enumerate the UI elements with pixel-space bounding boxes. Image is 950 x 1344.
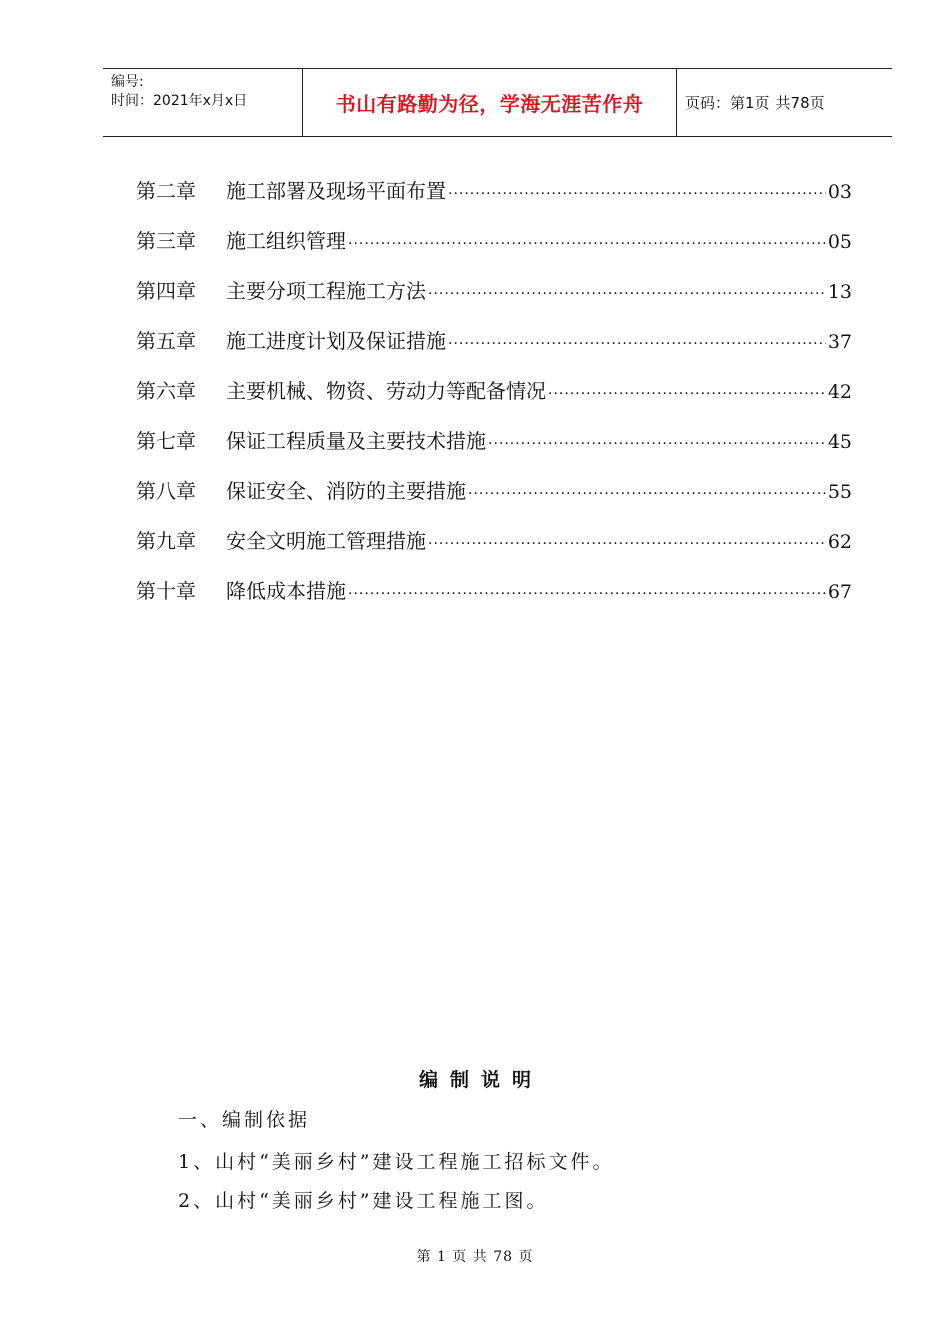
basis-item-1: 1、山村“美丽乡村”建设工程施工招标文件。 — [178, 1151, 615, 1173]
time-label: 时间：2021年x月x日 — [111, 93, 248, 109]
toc-leader-dots — [428, 286, 826, 302]
toc-entry[interactable] — [136, 225, 852, 275]
toc-leader-dots — [548, 386, 826, 402]
header-motto: 书山有路勤为径，学海无涯苦作舟 — [303, 69, 677, 136]
page-footer: 第 1 页 共 78 页 — [416, 1249, 534, 1265]
total-pages-label: 共78页 — [775, 94, 825, 112]
toc-chapter: 第九章 — [136, 529, 196, 553]
code-label: 编号: — [111, 74, 144, 90]
toc-entry[interactable] — [136, 425, 852, 475]
section-heading-basis: 一、编制依据 — [178, 1109, 311, 1131]
toc-chapter: 第七章 — [136, 429, 196, 453]
toc-page-number: 42 — [827, 381, 852, 403]
toc-title: 安全文明施工管理措施 — [226, 529, 426, 553]
toc-chapter: 第十章 — [136, 579, 196, 603]
toc-page-number: 45 — [827, 431, 852, 453]
toc-page-number: 13 — [827, 281, 852, 303]
toc-chapter: 第三章 — [136, 229, 196, 253]
toc-page-number: 62 — [827, 531, 852, 553]
toc-page-number: 05 — [827, 231, 852, 253]
toc-page-number: 03 — [827, 181, 852, 203]
toc-chapter: 第五章 — [136, 329, 196, 353]
header-page-info — [677, 69, 892, 136]
toc-chapter: 第六章 — [136, 379, 196, 403]
toc-entry[interactable] — [136, 325, 852, 375]
toc-title: 主要机械、物资、劳动力等配备情况 — [226, 379, 546, 403]
toc-leader-dots — [428, 536, 826, 552]
toc-title: 施工进度计划及保证措施 — [226, 329, 446, 353]
toc-entry[interactable] — [136, 175, 852, 225]
toc-entry[interactable] — [136, 275, 852, 325]
page-header — [103, 68, 892, 137]
toc-leader-dots — [448, 336, 826, 352]
header-meta — [103, 69, 303, 136]
toc-entry[interactable] — [136, 575, 852, 625]
section-title: 编制说明 — [418, 1069, 543, 1091]
toc-entry[interactable] — [136, 475, 852, 525]
toc-leader-dots — [468, 486, 826, 502]
toc-title: 施工部署及现场平面布置 — [226, 179, 446, 203]
toc-title: 保证安全、消防的主要措施 — [226, 479, 466, 503]
page-number-label: 页码：第1页 — [685, 94, 770, 112]
toc-entry[interactable] — [136, 525, 852, 575]
toc-entry[interactable] — [136, 375, 852, 425]
toc-chapter: 第二章 — [136, 179, 196, 203]
toc-leader-dots — [348, 236, 826, 252]
toc-chapter: 第四章 — [136, 279, 196, 303]
toc-leader-dots — [448, 186, 826, 202]
toc-leader-dots — [348, 586, 826, 602]
toc-leader-dots — [488, 436, 826, 452]
toc-title: 保证工程质量及主要技术措施 — [226, 429, 486, 453]
toc-title: 降低成本措施 — [226, 579, 346, 603]
toc-title: 施工组织管理 — [226, 229, 346, 253]
toc-page-number: 67 — [827, 581, 852, 603]
table-of-contents — [136, 175, 852, 625]
basis-item-2: 2、山村“美丽乡村”建设工程施工图。 — [178, 1190, 549, 1212]
toc-page-number: 55 — [827, 481, 852, 503]
toc-chapter: 第八章 — [136, 479, 196, 503]
toc-title: 主要分项工程施工方法 — [226, 279, 426, 303]
toc-page-number: 37 — [827, 331, 852, 353]
